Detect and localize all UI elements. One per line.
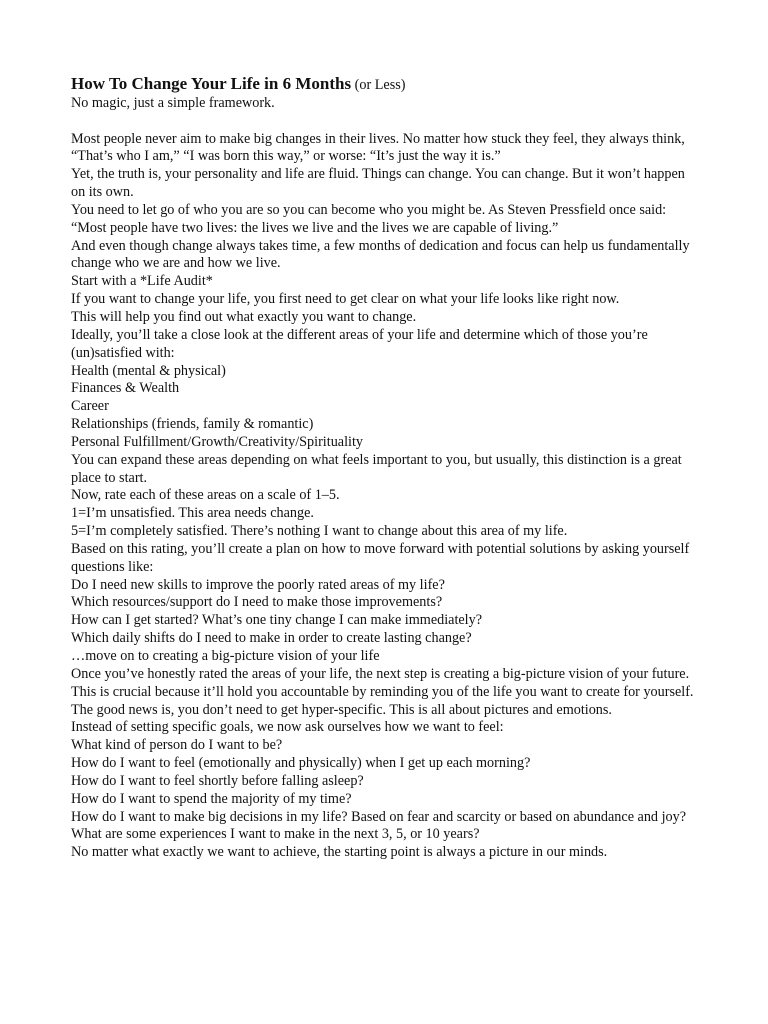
document-page [71, 75, 701, 862]
paragraph-7: This will help you find out what exactly you want to change. [71, 308, 417, 325]
blank-line [71, 113, 701, 131]
question-32: How do I want to make big decisions in my life? Based on fear and scarcity or based on abundance and joy? [71, 808, 686, 825]
section-heading-life-audit: Start with a *Life Audit* [71, 273, 213, 290]
question-33: What are some experiences I want to make in the next 3, 5, or 10 years? [71, 826, 480, 843]
paragraph-25: This is crucial because it’ll hold you accountable by reminding you of the life you want to create for yourself. [71, 683, 694, 700]
paragraph-8: Ideally, you’ll take a close look at the different areas of your life and determine which of those you’re (un)satisfied with: [71, 326, 648, 361]
list-item-relationships: Relationships (friends, family & romantic) [71, 416, 314, 433]
question-21: How can I get started? What’s one tiny change I can make immediately? [71, 612, 483, 629]
paragraph-4: And even though change always takes time, a few months of dedication and focus can help us fundamentally change who we are and how we live. [71, 237, 690, 272]
paragraph-27: Instead of setting specific goals, we now ask ourselves how we want to feel: [71, 719, 504, 736]
question-22: Which daily shifts do I need to make in order to create lasting change? [71, 630, 472, 647]
question-31: How do I want to spend the majority of my time? [71, 790, 352, 807]
section-heading-vision: …move on to creating a big-picture vision of your life [71, 648, 380, 664]
question-30: How do I want to feel shortly before falling asleep? [71, 772, 364, 789]
list-item-finances: Finances & Wealth [71, 380, 180, 397]
subtitle: No magic, just a simple framework. [71, 94, 275, 111]
page-title: How To Change Your Life in 6 Months [71, 74, 352, 93]
title-line [71, 75, 701, 95]
title-suffix: (or Less) [351, 77, 406, 93]
paragraph-26: The good news is, you don’t need to get hyper-specific. This is all about pictures and emotions. [71, 701, 612, 718]
list-item-health: Health (mental & physical) [71, 362, 226, 379]
paragraph-24: Once you’ve honestly rated the areas of your life, the next step is creating a big-picture vision of your future. [71, 665, 690, 682]
paragraph-0: Most people never aim to make big changes in their lives. No matter how stuck they feel, they always think, “That’s who I am,” “I was born this way,” or worse: “It’s just the way it is.” [71, 130, 685, 165]
paragraph-14: You can expand these areas depending on what feels important to you, but usually, this distinction is a great place to start. [71, 451, 682, 486]
paragraph-18: Based on this rating, you’ll create a plan on how to move forward with potential solutions by asking yourself questions like: [71, 540, 690, 575]
question-29: How do I want to feel (emotionally and physically) when I get up each morning? [71, 755, 531, 772]
quote: “Most people have two lives: the lives we live and the lives we are capable of living.” [71, 219, 559, 236]
question-19: Do I need new skills to improve the poorly rated areas of my life? [71, 576, 445, 593]
paragraph-2: You need to let go of who you are so you can become who you might be. As Steven Pressfield once said: [71, 201, 667, 218]
paragraph-34: No matter what exactly we want to achieve, the starting point is always a picture in our minds. [71, 844, 608, 861]
rating-5: 5=I’m completely satisfied. There’s nothing I want to change about this area of my life. [71, 523, 568, 540]
paragraph-15: Now, rate each of these areas on a scale of 1–5. [71, 487, 340, 504]
paragraph-1: Yet, the truth is, your personality and life are fluid. Things can change. You can change. But it won’t happen on its own. [71, 166, 685, 201]
list-item-fulfillment: Personal Fulfillment/Growth/Creativity/Spirituality [71, 433, 364, 450]
list-item-career: Career [71, 398, 109, 415]
question-28: What kind of person do I want to be? [71, 737, 283, 754]
paragraph-6: If you want to change your life, you first need to get clear on what your life looks like right now. [71, 291, 620, 308]
question-20: Which resources/support do I need to make those improvements? [71, 594, 443, 611]
rating-1: 1=I’m unsatisfied. This area needs change. [71, 505, 314, 522]
